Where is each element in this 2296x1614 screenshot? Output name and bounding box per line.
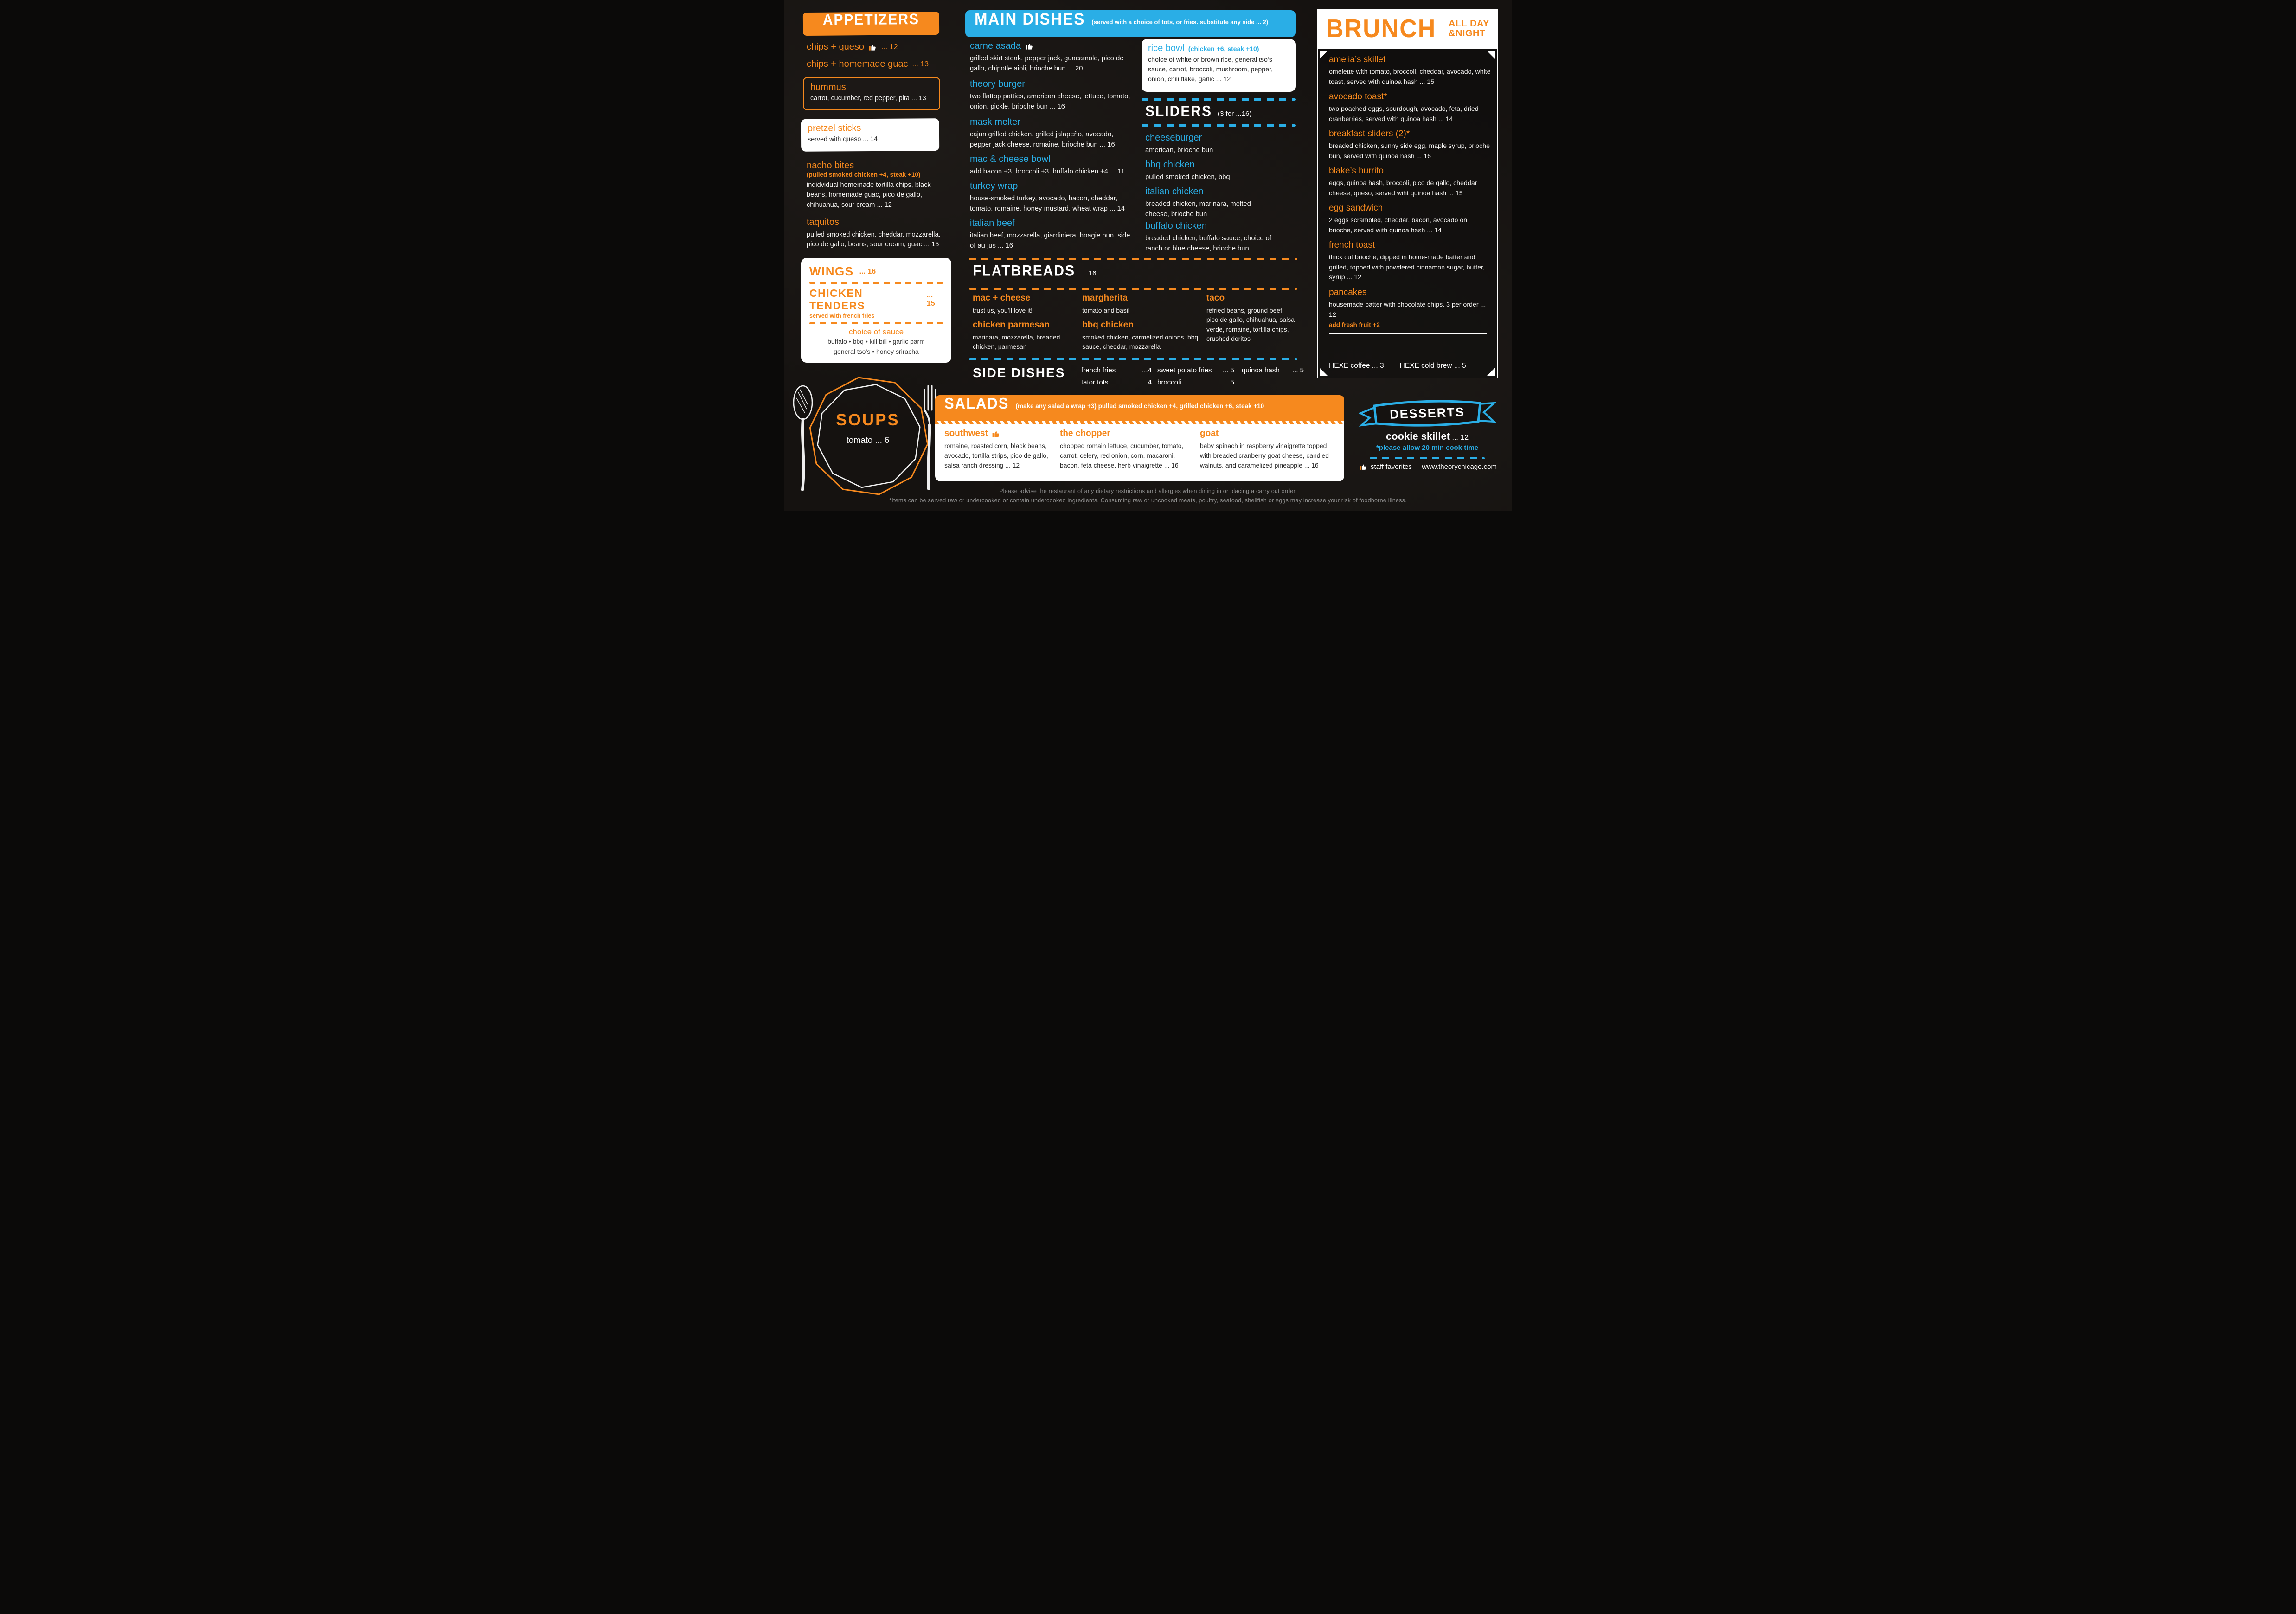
item-name: bbq chicken: [1082, 320, 1134, 330]
thumbs-up-icon: [992, 429, 1000, 438]
item-name: the chopper: [1060, 429, 1110, 438]
menu-item-margherita-flatbread: [1082, 293, 1198, 315]
flatbreads-header: [973, 263, 1096, 279]
thumbs-up-icon: [1025, 42, 1034, 51]
item-name: goat: [1200, 429, 1219, 438]
brunch-subtitle-line1: ALL DAY: [1449, 19, 1489, 29]
side-item: [1081, 378, 1152, 386]
divider-line: [1329, 333, 1487, 334]
flatbreads-title: FLATBREADS: [973, 263, 1076, 280]
desserts-title: DESSERTS: [1389, 405, 1465, 422]
item-extra: add fresh fruit +2: [1329, 321, 1380, 329]
tenders-title: CHICKEN TENDERS: [809, 287, 866, 312]
legend-label: staff favorites: [1371, 463, 1412, 471]
main-dishes-header: [965, 10, 1296, 37]
item-desc: marinara, mozzarella, breaded chicken, parmesan: [973, 333, 1060, 351]
disclaimer-line2: *Items can be served raw or undercooked or contain undercooked ingredients. Consuming raw or uncooked meats, poultry, seafood, shellfish or eggs may increase your risk of foodborne illness.: [889, 497, 1407, 504]
menu-item-italian-beef: [970, 218, 1135, 251]
menu-item-rice-bowl: [1142, 39, 1296, 92]
salads-header: [935, 395, 1344, 422]
sliders-header: [1145, 104, 1251, 120]
menu-item-breakfast-sliders: [1329, 129, 1492, 161]
item-desc: cajun grilled chicken, grilled jalapeño, avocado, pepper jack cheese, romaine, brioche bun ... 16: [970, 131, 1115, 148]
item-price: ... 13: [912, 60, 929, 68]
item-desc: 2 eggs scrambled, cheddar, bacon, avocado on brioche, served with quinoa hash ... 14: [1329, 217, 1468, 234]
menu-item-nacho-bites: [807, 160, 951, 210]
side-dishes-col3: [1242, 366, 1304, 374]
brunch-subtitle: [1449, 19, 1489, 38]
item-name: pancakes: [1329, 288, 1367, 297]
menu-item-buffalo-chicken-slider: [1145, 221, 1284, 254]
brunch-box: [1317, 48, 1498, 378]
item-name: chips + queso: [807, 42, 864, 52]
item-name: taquitos: [807, 217, 840, 227]
dashed-divider: [809, 322, 943, 324]
item-name: cheeseburger: [1145, 133, 1202, 143]
item-desc: baby spinach in raspberry vinaigrette topped with breaded cranberry goat cheese, candied walnuts, and caramelized pineapple ... 16: [1200, 442, 1329, 469]
menu-item-mask-melter: [970, 117, 1135, 150]
item-name: turkey wrap: [970, 181, 1018, 191]
item-name: breakfast sliders (2)*: [1329, 129, 1410, 139]
item-name: southwest: [944, 429, 988, 438]
item-desc: pulled smoked chicken, bbq: [1145, 173, 1230, 181]
staff-favorites-legend: [1360, 463, 1412, 471]
side-item: [1242, 366, 1304, 374]
item-name: french toast: [1329, 240, 1375, 250]
menu-item-bbq-chicken-flatbread: [1082, 320, 1199, 352]
item-desc: breaded chicken, sunny side egg, maple syrup, brioche bun, served with quinoa hash ... 16: [1329, 142, 1490, 160]
item-desc: refried beans, ground beef, pico de gallo, chihuahua, salsa verde, romaine, tortilla chips, crushed doritos: [1206, 307, 1295, 343]
coffee-line: [1329, 362, 1466, 370]
coffee-item: HEXE cold brew ... 5: [1399, 362, 1466, 370]
side-dishes-header: [973, 365, 1065, 380]
item-desc: thick cut brioche, dipped in home-made batter and grilled, topped with powdered cinnamon sugar, butter, syrup ... 12: [1329, 254, 1485, 282]
item-name: cookie skillet: [1385, 430, 1450, 442]
sauce-title: choice of sauce: [848, 327, 904, 336]
item-note: (chicken +6, steak +10): [1188, 45, 1259, 52]
menu-item-turkey-wrap: [970, 181, 1135, 214]
menu-item-amelias-skillet: [1329, 55, 1492, 87]
item-desc: housemade batter with chocolate chips, 3 per order ... 12: [1329, 301, 1486, 319]
item-price: ...4: [1142, 378, 1152, 386]
sauce-list-line1: buffalo • bbq • kill bill • garlic parm: [827, 338, 925, 345]
side-item: [1081, 366, 1152, 374]
menu-item-taco-flatbread: [1206, 293, 1297, 344]
side-dishes-title: SIDE DISHES: [973, 365, 1065, 380]
dashed-divider: [1142, 124, 1296, 127]
wings-tenders-box: [801, 258, 951, 363]
item-price: ... 5: [1222, 366, 1234, 374]
soups-item: tomato ... 6: [846, 435, 890, 445]
item-price: ... 5: [1292, 366, 1304, 374]
item-desc: carrot, cucumber, red pepper, pita ... 13: [810, 95, 926, 102]
item-price: ...4: [1142, 366, 1152, 374]
item-desc: omelette with tomato, broccoli, cheddar, avocado, white toast, served with quinoa hash ... 15: [1329, 68, 1491, 86]
dashed-divider: [1370, 457, 1485, 459]
item-desc: chopped romain lettuce, cucumber, tomato, carrot, celery, red onion, corn, macaroni, bacon, feta cheese, herb vinaigrette ... 16: [1060, 442, 1184, 469]
menu-item-cheeseburger: [1145, 133, 1292, 156]
item-desc: american, brioche bun: [1145, 147, 1213, 154]
item-desc: romaine, roasted corn, black beans, avocado, tortilla strips, pico de gallo, salsa ranch dressing ... 12: [944, 442, 1048, 469]
menu-item-avocado-toast: [1329, 92, 1492, 124]
side-dishes-col2: [1157, 366, 1234, 386]
footer-legend-row: [1360, 463, 1497, 471]
salads-note: (make any salad a wrap +3) pulled smoked chicken +4, grilled chicken +6, steak +10: [1015, 403, 1264, 410]
menu-item-chips-queso: [807, 42, 898, 52]
menu-item-pretzel-sticks: [801, 118, 939, 152]
item-name: egg sandwich: [1329, 203, 1383, 213]
item-desc: pulled smoked chicken, cheddar, mozzarella, pico de gallo, beans, sour cream, guac ... 15: [807, 231, 941, 249]
item-desc: tomato and basil: [1082, 307, 1129, 314]
item-desc: breaded chicken, marinara, melted cheese, brioche bun: [1145, 200, 1251, 218]
appetizers-header: [803, 12, 939, 36]
item-name: avocado toast*: [1329, 92, 1387, 102]
item-note: (pulled smoked chicken +4, steak +10): [807, 171, 921, 178]
item-name: rice bowl: [1148, 43, 1185, 53]
wings-price: ... 16: [859, 267, 876, 275]
item-name: hummus: [810, 82, 846, 92]
menu-item-italian-chicken-slider: [1145, 186, 1269, 220]
menu-item-carne-asada: [970, 41, 1135, 74]
item-price: ... 12: [1452, 434, 1469, 442]
dashed-divider: [969, 258, 1297, 260]
menu-item-the-chopper-salad: [1060, 429, 1193, 470]
tenders-note: served with french fries: [809, 313, 875, 319]
dashed-divider: [969, 288, 1297, 290]
side-item: [1157, 378, 1234, 386]
menu-item-blakes-burrito: [1329, 166, 1492, 199]
item-name: broccoli: [1157, 378, 1181, 386]
dashed-divider: [969, 358, 1297, 360]
item-desc: smoked chicken, carmelized onions, bbq sauce, cheddar, mozzarella: [1082, 333, 1199, 351]
main-dishes-title: MAIN DISHES: [975, 9, 1085, 28]
item-name: italian beef: [970, 218, 1015, 228]
salads-title: SALADS: [944, 394, 1009, 412]
corner-decoration: [1320, 368, 1328, 376]
sliders-note: (3 for ...16): [1218, 110, 1252, 118]
item-name: french fries: [1081, 366, 1116, 374]
item-name: mac & cheese bowl: [970, 154, 1051, 164]
flatbreads-price: ... 16: [1081, 269, 1097, 277]
item-desc: grilled skirt steak, pepper jack, guacamole, pico de gallo, chipotle aioli, brioche bun ... 20: [970, 55, 1124, 72]
menu-item-bbq-chicken-slider: [1145, 160, 1292, 183]
soups-title: SOUPS: [836, 411, 900, 429]
corner-decoration: [1487, 368, 1495, 376]
menu-item-taquitos: [807, 217, 951, 250]
item-name: mask melter: [970, 117, 1020, 127]
menu-item-goat-salad: [1200, 429, 1337, 470]
item-price: ... 5: [1222, 378, 1234, 386]
brunch-title: BRUNCH: [1326, 14, 1437, 43]
thumbs-up-icon: [1360, 463, 1367, 471]
item-desc: house-smoked turkey, avocado, bacon, cheddar, tomato, romaine, honey mustard, wheat wrap ... 14: [970, 195, 1125, 212]
item-desc: indidvidual homemade tortilla chips, black beans, homemade guac, pico de gallo, chihuahua, sour cream ... 12: [807, 181, 931, 209]
item-name: theory burger: [970, 79, 1025, 89]
item-name: buffalo chicken: [1145, 221, 1207, 231]
item-desc: two poached eggs, sourdough, avocado, feta, dried cranberries, served with quinoa hash ... 14: [1329, 105, 1479, 123]
menu-item-chips-guac: [807, 59, 929, 70]
dashed-divider: [1142, 98, 1296, 101]
soups-section: [789, 366, 947, 506]
item-desc: trust us, you’ll love it!: [973, 307, 1033, 314]
menu-item-french-toast: [1329, 240, 1492, 283]
main-dishes-note: (served with a choice of tots, or fries. substitute any side ... 2): [1091, 19, 1269, 26]
item-name: margherita: [1082, 293, 1128, 303]
website-url: www.theorychicago.com: [1422, 463, 1497, 471]
sauce-list-line2: general tso’s • honey sriracha: [834, 347, 919, 355]
item-name: sweet potato fries: [1157, 366, 1212, 374]
item-name: chips + homemade guac: [807, 59, 908, 69]
item-name: amelia’s skillet: [1329, 55, 1386, 64]
thumbs-up-icon: [868, 43, 877, 51]
tenders-price: ... 15: [926, 291, 935, 307]
item-desc: served with queso ... 14: [808, 135, 878, 143]
item-name: nacho bites: [807, 160, 854, 171]
item-name: bbq chicken: [1145, 160, 1195, 170]
item-name: taco: [1206, 293, 1225, 303]
disclaimer-line1: Please advise the restaurant of any dietary restrictions and allergies when dining in or placing a carry out order.: [999, 488, 1297, 494]
wings-title: WINGS: [809, 264, 854, 278]
item-name: mac + cheese: [973, 293, 1031, 303]
menu-item-egg-sandwich: [1329, 203, 1492, 236]
item-name: tator tots: [1081, 378, 1109, 386]
item-name: italian chicken: [1145, 186, 1204, 197]
item-name: quinoa hash: [1242, 366, 1280, 374]
dashed-divider: [809, 282, 943, 284]
coffee-item: HEXE coffee ... 3: [1329, 362, 1384, 370]
menu-item-chicken-parmesan-flatbread: [973, 320, 1082, 352]
item-name: carne asada: [970, 41, 1021, 51]
menu-page: [784, 0, 1512, 511]
brunch-header: [1317, 9, 1498, 48]
item-desc: eggs, quinoa hash, broccoli, pico de gallo, cheddar cheese, queso, served wiht quinoa hash ... 15: [1329, 179, 1477, 197]
menu-item-mac-cheese-flatbread: [973, 293, 1078, 315]
desserts-ribbon: [1359, 393, 1496, 435]
item-desc: breaded chicken, buffalo sauce, choice of ranch or blue cheese, brioche bun: [1145, 235, 1272, 252]
dessert-item-line: [1359, 430, 1496, 442]
item-desc: italian beef, mozzarella, giardiniera, hoagie bun, side of au jus ... 16: [970, 232, 1130, 250]
sliders-title: SLIDERS: [1145, 103, 1212, 120]
menu-item-mac-cheese-bowl: [970, 154, 1135, 177]
side-dishes-col1: [1081, 366, 1152, 386]
menu-item-theory-burger: [970, 79, 1135, 112]
item-name: chicken parmesan: [973, 320, 1050, 330]
appetizers-title: APPETIZERS: [822, 11, 920, 29]
brunch-subtitle-line2: &NIGHT: [1449, 28, 1486, 38]
dessert-note: *please allow 20 min cook time: [1376, 444, 1479, 452]
menu-item-southwest-salad: [944, 429, 1056, 470]
item-price: ... 12: [881, 43, 898, 51]
corner-decoration: [1320, 51, 1328, 59]
menu-item-pancakes: [1329, 288, 1492, 328]
item-name: blake’s burrito: [1329, 166, 1384, 176]
item-name: pretzel sticks: [807, 123, 861, 134]
item-desc: add bacon +3, broccoli +3, buffalo chicken +4 ... 11: [970, 168, 1125, 175]
item-desc: choice of white or brown rice, general tso’s sauce, carrot, broccoli, mushroom, pepper, onion, chili flake, garlic ... 12: [1148, 56, 1273, 83]
menu-item-hummus: [803, 77, 940, 110]
item-desc: two flattop patties, american cheese, lettuce, tomato, onion, pickle, brioche bun ... 16: [970, 93, 1130, 110]
ribbon-banner-icon: [1359, 393, 1496, 435]
side-item: [1157, 366, 1234, 374]
